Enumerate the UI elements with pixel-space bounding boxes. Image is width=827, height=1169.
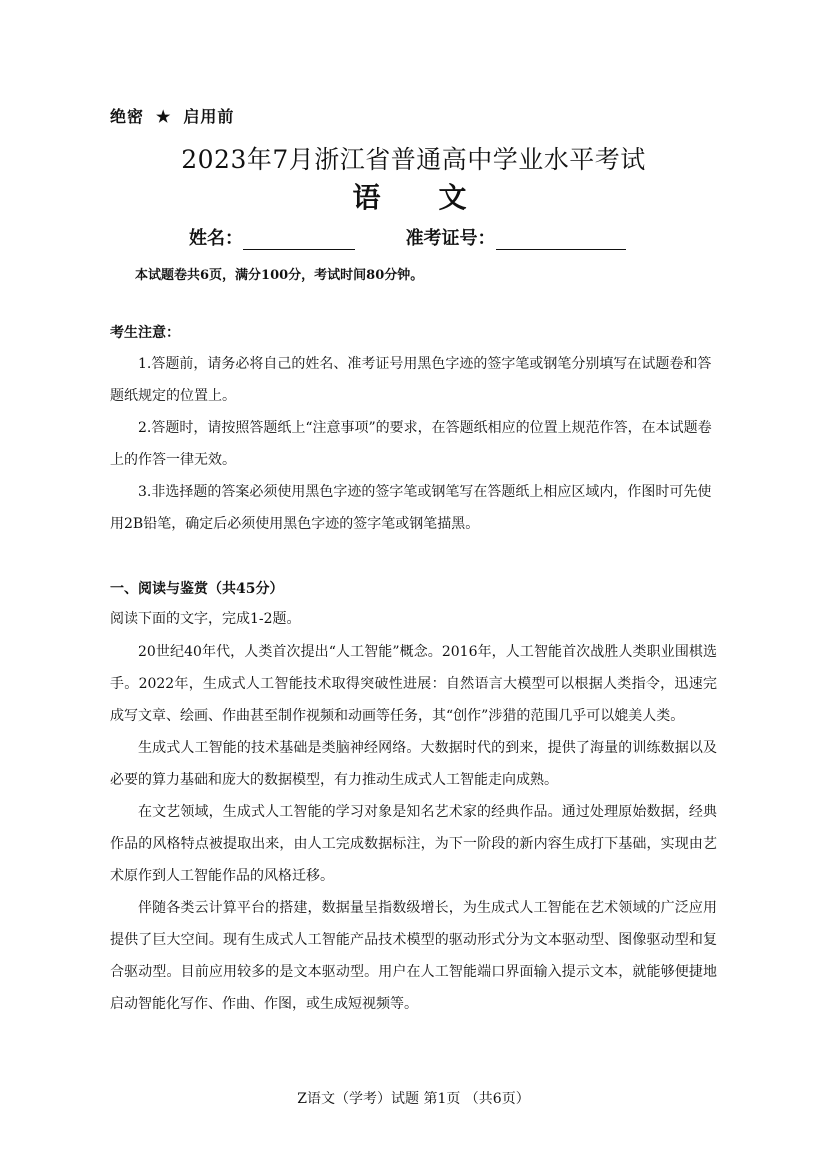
passage-paragraph: 在文艺领域，生成式人工智能的学习对象是知名艺术家的经典作品。通过处理原始数据，经典作品的风格特点被提取出来，由人工完成数据标注，为下一阶段的新内容生成打下基础，实现由艺术原作到人工智能作品的风格迁移。 [110,804,717,884]
star-icon: ★ [156,107,172,126]
section-title: 一、阅读与鉴赏（共45分） [110,581,284,597]
candidate-info-row [189,224,626,250]
notice-item: 3.非选择题的答案必须使用黑色字迹的签字笔或钢笔写在答题纸上相应区域内，作图时可先使用2B铅笔，确定后必须使用黑色字迹的签字笔或钢笔描黑。 [110,484,712,532]
id-label: 准考证号： [405,228,496,249]
passage-paragraph: 伴随各类云计算平台的搭建，数据量呈指数级增长，为生成式人工智能在艺术领域的广泛应用提供了巨大空间。现有生成式人工智能产品技术模型的驱动形式分为文本驱动型、图像驱动型和复合驱动型。目前应用较多的是文本驱动型。用户在人工智能端口界面输入提示文本，就能够便捷地启动智能化写作、作曲、作图，或生成短视频等。 [110,900,717,1012]
paper-info: 本试题卷共6页，满分100分，考试时间80分钟。 [135,268,424,283]
notice-item: 2.答题时，请按照答题纸上“注意事项”的要求，在答题纸相应的位置上规范作答，在本试题卷上的作答一律无效。 [110,420,712,468]
notice-item: 1.答题前，请务必将自己的姓名、准考证号用黑色字迹的签字笔或钢笔分别填写在试题卷和答题纸规定的位置上。 [110,356,712,404]
reading-passage [110,636,717,1020]
confidentiality-mark [110,104,234,127]
subject-title: 语文 [352,181,525,214]
secret-label: 绝密 [110,107,145,126]
passage-paragraph: 20世纪40年代，人类首次提出“人工智能”概念。2016年，人工智能首次战胜人类职业围棋选手。2022年，生成式人工智能技术取得突破性进展：自然语言大模型可以根据人类指令，迅速完成写文章、绘画、作曲甚至制作视频和动画等任务，其“创作”涉猎的范围几乎可以媲美人类。 [110,644,717,724]
section-instruction: 阅读下面的文字，完成1-2题。 [110,611,301,627]
notice-list [110,348,717,540]
passage-paragraph: 生成式人工智能的技术基础是类脑神经网络。大数据时代的到来，提供了海量的训练数据以及必要的算力基础和庞大的数据模型，有力推动生成式人工智能走向成熟。 [110,740,717,788]
secret-status: 启用前 [183,107,235,126]
exam-title: 2023年7月浙江省普通高中学业水平考试 [181,145,646,174]
id-field[interactable] [496,229,626,250]
name-field[interactable] [243,229,355,250]
name-label: 姓名： [189,228,243,249]
page-footer: Z语文（学考）试题 第1页 （共6页） [297,1091,530,1107]
notice-title: 考生注意： [110,325,180,341]
